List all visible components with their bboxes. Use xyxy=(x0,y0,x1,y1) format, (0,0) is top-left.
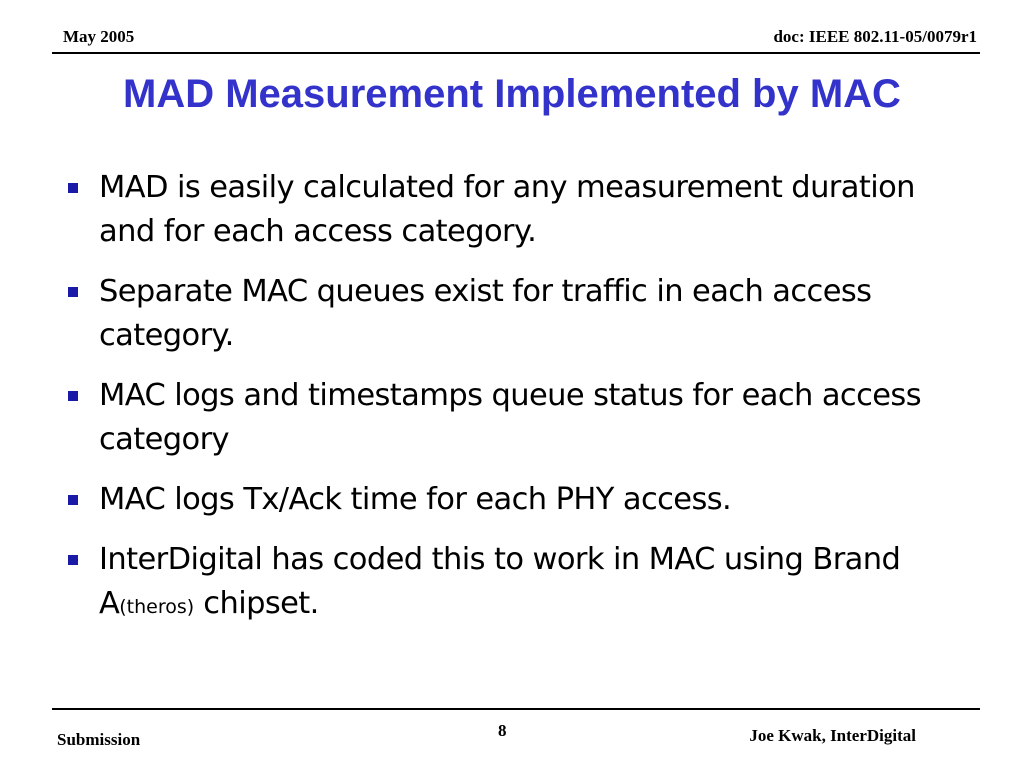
bullet-small-text: (theros) xyxy=(119,596,195,618)
bullet-text: Separate MAC queues exist for traffic in each access category. xyxy=(99,274,872,353)
bullet-item xyxy=(62,270,962,358)
slide-title: MAD Measurement Implemented by MAC xyxy=(123,72,901,116)
square-bullet-icon xyxy=(68,391,78,401)
footer-divider xyxy=(52,708,980,710)
bullet-item xyxy=(62,478,962,522)
footer-author: Joe Kwak, InterDigital xyxy=(749,726,916,745)
bullet-tail-text: chipset. xyxy=(194,586,319,621)
square-bullet-icon xyxy=(68,287,78,297)
bullet-item xyxy=(62,166,962,254)
bullet-item xyxy=(62,538,962,629)
square-bullet-icon xyxy=(68,555,78,565)
bullet-text: MAD is easily calculated for any measurement duration and for each access category. xyxy=(99,170,915,249)
bullet-item xyxy=(62,374,962,462)
bullet-text: MAC logs and timestamps queue status for each access category xyxy=(99,378,922,457)
footer-submission-label: Submission xyxy=(57,730,141,749)
header-divider xyxy=(52,52,980,54)
bullet-list xyxy=(62,166,962,629)
bullet-text: InterDigital has coded this to work in MAC using Brand A xyxy=(99,542,901,621)
square-bullet-icon xyxy=(68,183,78,193)
header-doc-id: doc: IEEE 802.11-05/0079r1 xyxy=(773,27,977,46)
bullet-text: MAC logs Tx/Ack time for each PHY access. xyxy=(99,482,732,517)
page-number: 8 xyxy=(498,721,507,740)
header-date: May 2005 xyxy=(63,27,135,46)
square-bullet-icon xyxy=(68,495,78,505)
